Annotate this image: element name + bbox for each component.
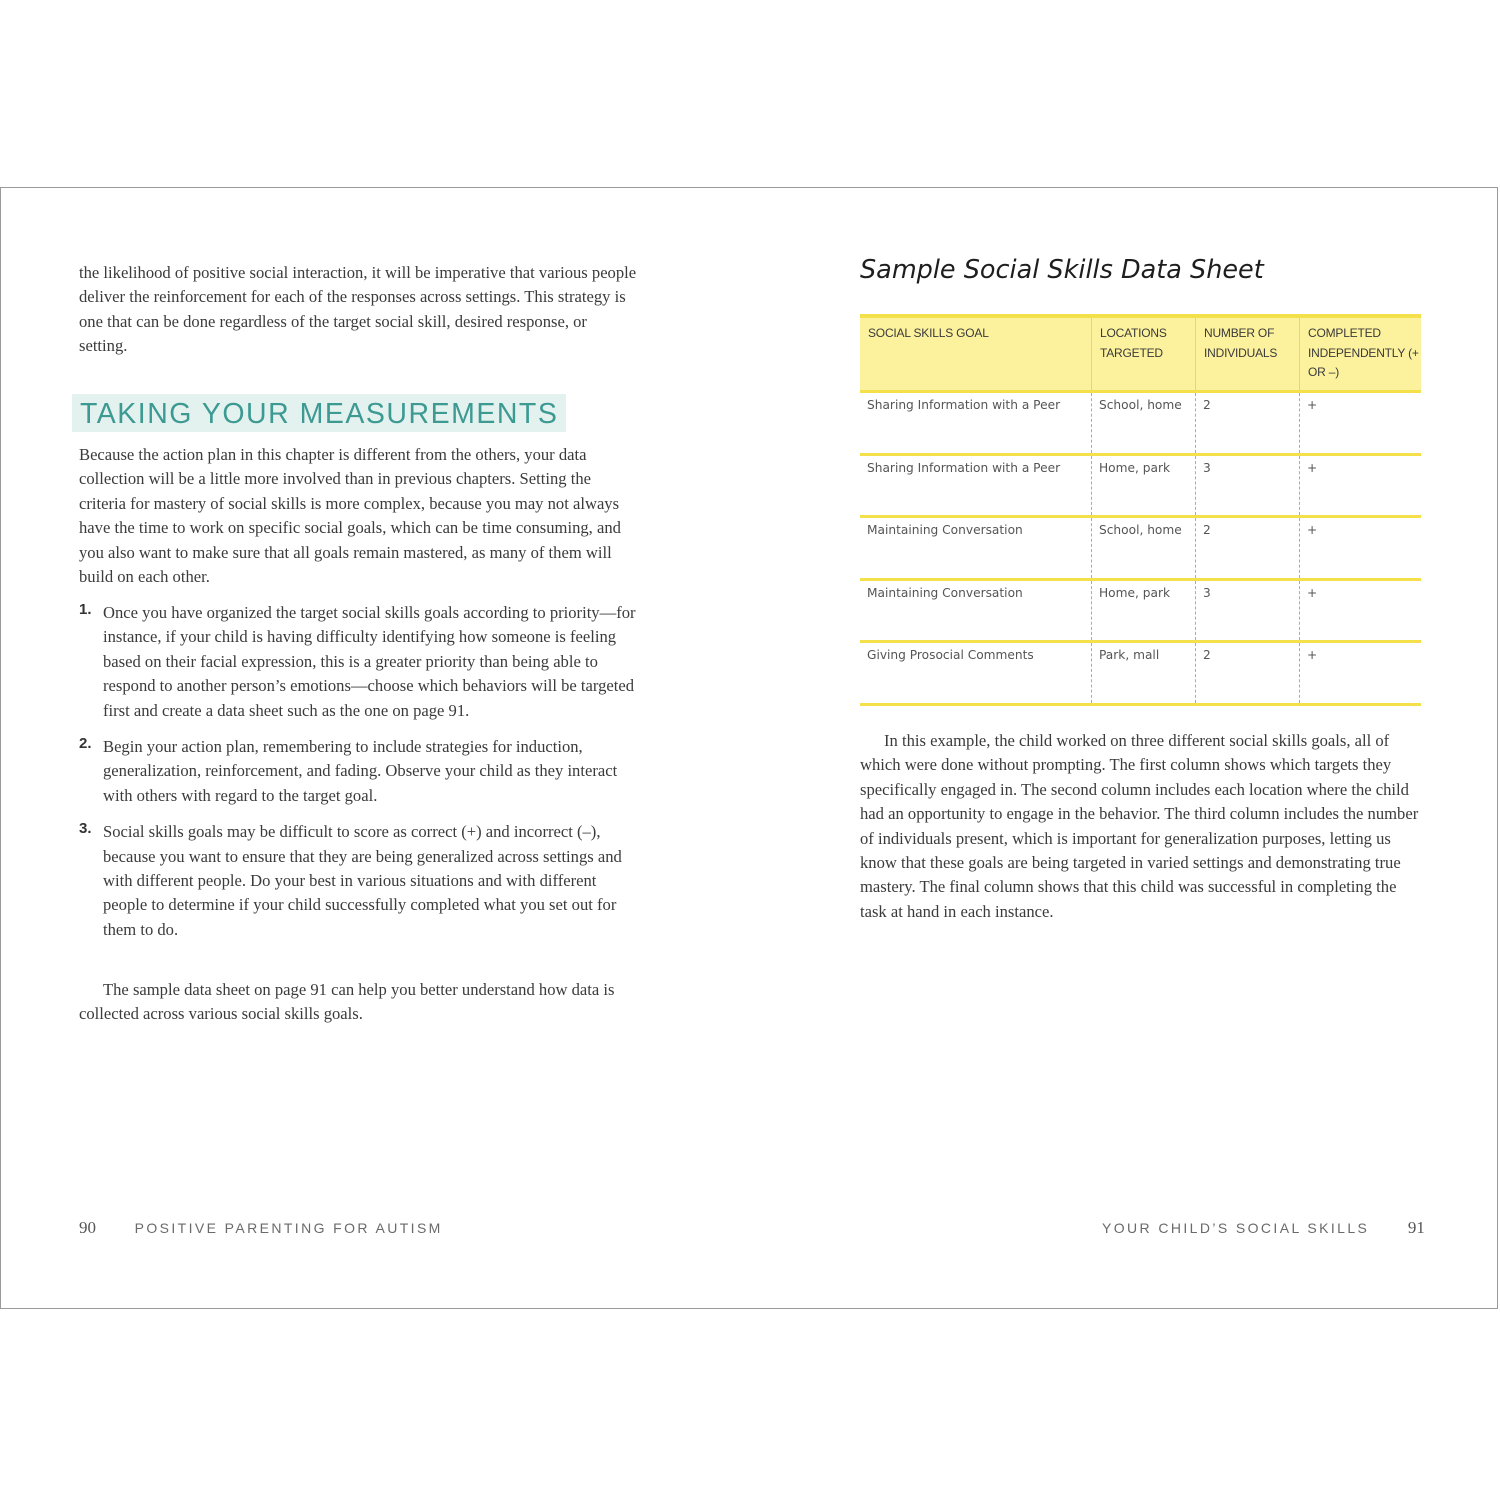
cell-completed: + <box>1299 581 1421 641</box>
left-page-90 <box>1 188 751 1308</box>
book-title-running-head: POSITIVE PARENTING FOR AUTISM <box>134 1220 443 1236</box>
list-item-text: Begin your action plan, remembering to include strategies for induction, generalization, reinforcement, and fading. Observe your child as they interact with others with regard to the target goal. <box>103 737 618 805</box>
chapter-title-running-head: YOUR CHILD’S SOCIAL SKILLS <box>1102 1220 1370 1236</box>
cell-completed: + <box>1299 456 1421 516</box>
cell-locations: Home, park <box>1091 581 1195 641</box>
cell-completed: + <box>1299 393 1421 453</box>
intro-paragraph: the likelihood of positive social interaction, it will be imperative that various people deliver the reinforcement for each of the responses across settings. This strategy is one that can be done regardless of the target social skill, desired response, or setting. <box>79 263 637 356</box>
cell-goal: Maintaining Conversation <box>867 523 1023 537</box>
list-number: 1. <box>79 601 92 618</box>
cell-individuals: 2 <box>1195 518 1299 578</box>
example-paragraph: In this example, the child worked on three different social skills goals, all of which were done without prompting. The first column shows which targets they specifically engaged in. The second column includes each location where the child had an opportunity to engage in the behavior. The third column includes the number of individuals present, which is important for generalization purposes, letting us know that these goals are being targeted in varied settings and demonstrating true mastery. The final column shows that this child was successful in completing the task at hand in each instance. <box>860 731 1419 921</box>
list-number: 3. <box>79 820 92 838</box>
column-header-goal: SOCIAL SKILLS GOAL <box>868 326 989 340</box>
cell-completed: + <box>1299 518 1421 578</box>
right-page-91 <box>751 188 1499 1308</box>
cell-locations: School, home <box>1091 393 1195 453</box>
data-sheet-title: Sample Social Skills Data Sheet <box>860 255 1264 285</box>
cell-goal: Sharing Information with a Peer <box>867 460 1061 475</box>
column-header-completed: COMPLETED INDEPENDENTLY (+ OR –) <box>1299 318 1421 390</box>
list-number: 2. <box>79 735 92 753</box>
closing-paragraph: The sample data sheet on page 91 can help you better understand how data is collected across various social skills goals. <box>79 980 615 1024</box>
cell-goal: Sharing Information with a Peer <box>867 398 1061 412</box>
cell-individuals: 2 <box>1195 393 1299 453</box>
table-row <box>860 581 1421 644</box>
cell-goal: Giving Prosocial Comments <box>867 648 1034 662</box>
book-spread <box>0 187 1498 1309</box>
section-heading: TAKING YOUR MEASUREMENTS <box>80 398 559 430</box>
list-item <box>79 735 641 808</box>
cell-locations: School, home <box>1091 518 1195 578</box>
cell-individuals: 2 <box>1195 643 1299 703</box>
table-header-row <box>860 314 1421 393</box>
list-item-text: Social skills goals may be difficult to score as correct (+) and incorrect (–), because you want to ensure that they are being generalized across settings and with different people. Do your best in various situations and with different people to determine if your child successfully completed what you set out for them to do. <box>103 822 622 939</box>
page-number-left: 90 <box>79 1218 96 1237</box>
social-skills-data-table <box>860 314 1421 706</box>
measurement-paragraph: Because the action plan in this chapter is different from the others, your data collection will be a little more involved than in previous chapters. Setting the criteria for mastery of social skills is more complex, because you may not always have the time to work on specific social goals, which can be time consuming, and you also want to make sure that all goals remain mastered, as many of them will build on each other. <box>79 445 621 587</box>
section-heading-band <box>72 394 566 432</box>
cell-individuals: 3 <box>1195 581 1299 641</box>
numbered-list <box>79 601 641 954</box>
table-row <box>860 456 1421 519</box>
column-header-locations: LOCATIONS TARGETED <box>1091 318 1195 390</box>
right-footer <box>1102 1218 1425 1238</box>
list-item <box>79 820 641 942</box>
list-item <box>79 601 641 723</box>
column-header-individuals: NUMBER OF INDIVIDUALS <box>1195 318 1299 390</box>
cell-individuals: 3 <box>1195 456 1299 516</box>
table-row <box>860 643 1421 706</box>
table-row <box>860 518 1421 581</box>
cell-locations: Park, mall <box>1091 643 1195 703</box>
cell-locations: Home, park <box>1091 456 1195 516</box>
page-number-right: 91 <box>1407 1218 1425 1237</box>
table-row <box>860 393 1421 456</box>
left-footer <box>79 1218 443 1238</box>
list-item-text: Once you have organized the target social skills goals according to priority—for instance, if your child is having difficulty identifying how someone is feeling based on their facial expression, this is a greater priority than being able to respond to another person’s emotions—choose which behaviors will be targeted first and create a data sheet such as the one on page 91. <box>103 603 636 720</box>
cell-completed: + <box>1299 643 1421 703</box>
cell-goal: Maintaining Conversation <box>867 585 1023 600</box>
